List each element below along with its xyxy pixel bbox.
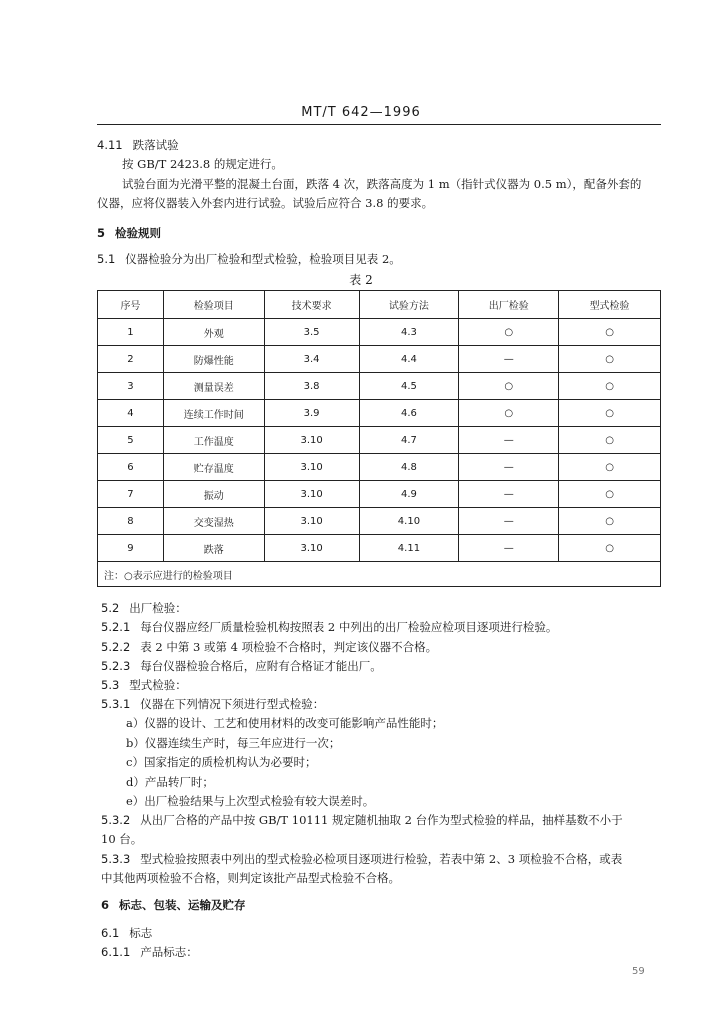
test-method: 4.10 [359,508,459,535]
factory-inspection: ○ [459,400,559,427]
column-header: 序号 [98,291,164,319]
factory-inspection: ○ [459,319,559,346]
row-number: 2 [98,346,164,373]
test-method: 4.6 [359,400,459,427]
technical-requirement: 3.4 [264,346,359,373]
row-number: 3 [98,373,164,400]
technical-requirement: 3.5 [264,319,359,346]
section-5-3 [101,678,187,693]
table-row [98,400,661,427]
test-method: 4.7 [359,427,459,454]
inspection-item: 测量误差 [163,373,264,400]
paragraph: 10 台。 [101,832,143,846]
section-4-11-heading [97,138,179,153]
technical-requirement: 3.9 [264,400,359,427]
running-header: MT/T 642—1996 [301,105,421,120]
row-number: 9 [98,535,164,562]
type-inspection: ○ [559,373,661,400]
section-number: 4.11 [97,138,123,152]
section-number: 5.3.2 [101,813,131,827]
factory-inspection: — [459,481,559,508]
factory-inspection: — [459,508,559,535]
table-row [98,346,661,373]
paragraph: 从出厂合格的产品中按 GB/T 10111 规定随机抽取 2 台作为型式检验的样品，抽样基数不小于 [140,813,623,827]
section-5-3-2 [101,813,623,828]
section-5-1 [97,252,401,267]
section-5-heading [97,226,161,241]
test-method: 4.9 [359,481,459,508]
row-number: 7 [98,481,164,508]
inspection-item: 连续工作时间 [163,400,264,427]
section-number: 5.3.3 [101,852,131,866]
section-number: 5.3 [101,678,120,692]
inspection-item: 工作温度 [163,427,264,454]
technical-requirement: 3.10 [264,535,359,562]
table-row [98,508,661,535]
factory-inspection: — [459,346,559,373]
paragraph: 中其他两项检验不合格，则判定该批产品型式检验不合格。 [101,871,400,885]
test-method: 4.3 [359,319,459,346]
inspection-item: 跌落 [163,535,264,562]
section-number: 6.1.1 [101,945,131,959]
technical-requirement: 3.8 [264,373,359,400]
section-number: 5.2.2 [101,640,131,654]
table-header-row [98,291,661,319]
column-header: 检验项目 [163,291,264,319]
section-number: 6.1 [101,926,120,940]
type-inspection: ○ [559,427,661,454]
type-inspection: ○ [559,454,661,481]
column-header: 出厂检验 [459,291,559,319]
paragraph: 每台仪器检验合格后，应附有合格证才能出厂。 [140,659,382,673]
list-item: c）国家指定的质检机构认为必要时； [126,755,317,769]
section-5-3-1 [101,697,324,712]
paragraph: 表 2 中第 3 或第 4 项检验不合格时，判定该仪器不合格。 [140,640,438,654]
inspection-item: 交变湿热 [163,508,264,535]
paragraph: 仪器在下列情况下须进行型式检验： [140,697,325,711]
type-inspection: ○ [559,400,661,427]
type-inspection: ○ [559,481,661,508]
technical-requirement: 3.10 [264,481,359,508]
row-number: 5 [98,427,164,454]
section-5-2-1 [101,620,557,635]
table-note-row [98,562,661,587]
row-number: 6 [98,454,164,481]
test-method: 4.4 [359,346,459,373]
header-rule [97,124,661,125]
section-number: 5.2 [101,601,120,615]
paragraph: 按 GB/T 2423.8 的规定进行。 [122,157,283,171]
list-item: d）产品转厂时； [126,775,214,789]
section-5-2-3 [101,659,382,674]
section-6-1 [101,926,152,941]
section-5-2 [101,601,187,616]
section-title: 标志、包装、运输及贮存 [119,898,246,912]
paragraph: 标志 [129,926,153,940]
list-item: a）仪器的设计、工艺和使用材料的改变可能影响产品性能时； [126,716,444,730]
row-number: 4 [98,400,164,427]
inspection-item: 振动 [163,481,264,508]
type-inspection: ○ [559,346,661,373]
section-number: 5.2.1 [101,620,131,634]
inspection-item: 外观 [163,319,264,346]
paragraph: 出厂检验： [129,601,187,615]
section-number: 5.1 [97,252,116,266]
section-6-1-1 [101,945,198,960]
paragraph: 试验台面为光滑平整的混凝土台面，跌落 4 次，跌落高度为 1 m（指针式仪器为 0.5 m），配备外套的 [122,177,642,191]
paragraph: 仪器检验分为出厂检验和型式检验，检验项目见表 2。 [125,252,401,266]
section-number: 5 [97,226,106,240]
factory-inspection: ○ [459,373,559,400]
inspection-item: 贮存温度 [163,454,264,481]
table-row [98,535,661,562]
factory-inspection: — [459,535,559,562]
table-row [98,319,661,346]
paragraph: 仪器，应将仪器装入外套内进行试验。试验后应符合 3.8 的要求。 [97,196,434,210]
type-inspection: ○ [559,508,661,535]
table-caption: 表 2 [349,273,373,287]
test-method: 4.11 [359,535,459,562]
row-number: 8 [98,508,164,535]
section-5-3-3 [101,852,622,867]
paragraph: 每台仪器应经厂质量检验机构按照表 2 中列出的出厂检验应检项目逐项进行检验。 [140,620,558,634]
table-row [98,454,661,481]
section-number: 5.3.1 [101,697,131,711]
row-number: 1 [98,319,164,346]
inspection-items-table [97,290,661,587]
section-6-heading [101,898,246,913]
paragraph: 型式检验按照表中列出的型式检验必检项目逐项进行检验，若表中第 2、3 项检验不合格，或表 [140,852,623,866]
column-header: 型式检验 [559,291,661,319]
test-method: 4.5 [359,373,459,400]
page-number: 59 [632,966,645,977]
technical-requirement: 3.10 [264,454,359,481]
technical-requirement: 3.10 [264,427,359,454]
section-title: 跌落试验 [132,138,179,152]
section-number: 6 [101,898,110,912]
table-row [98,427,661,454]
table-row [98,481,661,508]
paragraph: 型式检验： [129,678,187,692]
factory-inspection: — [459,427,559,454]
table-note: 注：○表示应进行的检验项目 [98,562,661,587]
list-item: e）出厂检验结果与上次型式检验有较大误差时。 [126,794,375,808]
factory-inspection: — [459,454,559,481]
section-title: 检验规则 [115,226,162,240]
list-item: b）仪器连续生产时，每三年应进行一次； [126,736,341,750]
paragraph: 产品标志： [140,945,198,959]
type-inspection: ○ [559,535,661,562]
type-inspection: ○ [559,319,661,346]
column-header: 试验方法 [359,291,459,319]
section-5-2-2 [101,640,437,655]
inspection-item: 防爆性能 [163,346,264,373]
table-row [98,373,661,400]
column-header: 技术要求 [264,291,359,319]
technical-requirement: 3.10 [264,508,359,535]
section-number: 5.2.3 [101,659,131,673]
test-method: 4.8 [359,454,459,481]
